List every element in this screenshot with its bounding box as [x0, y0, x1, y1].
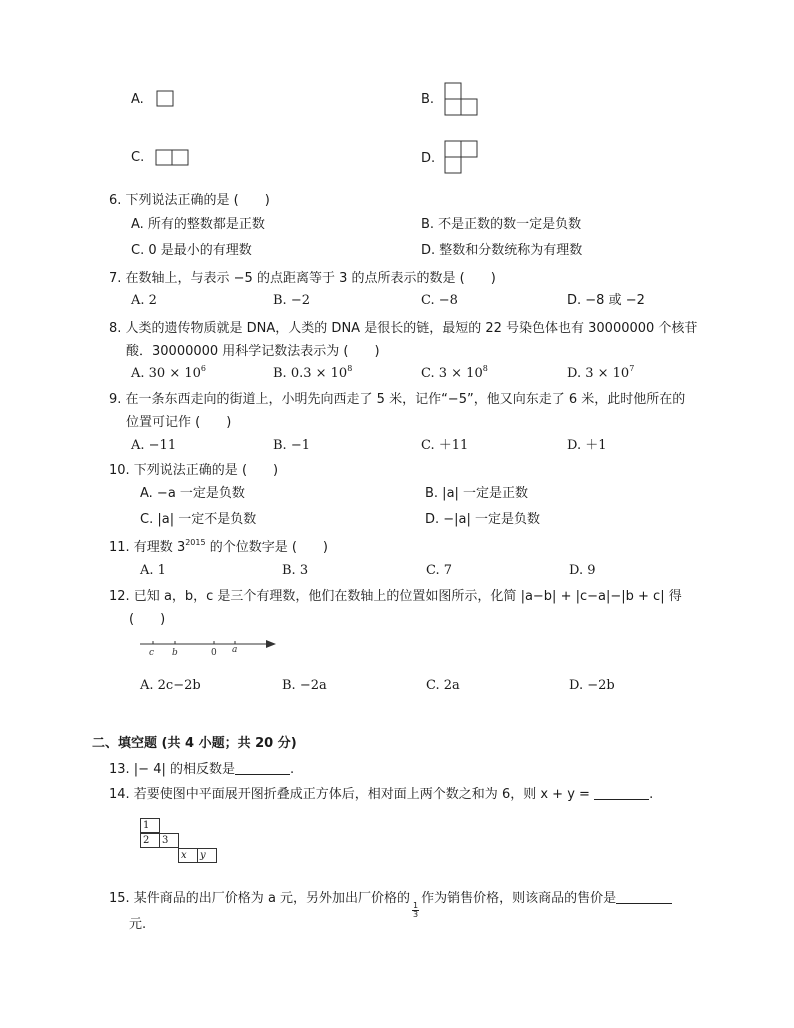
q12-number-line [138, 636, 280, 660]
shape-option-b-figure [444, 82, 480, 118]
q15-stem: 15. 某件商品的出厂价格为 a 元，另外加出厂价格的 $\frac{1}{3}$ 作为销售价格，则该商品的售价是 [109, 890, 672, 919]
q15-answer-blank[interactable] [616, 890, 672, 904]
q7-option-c: C. −8 [421, 293, 458, 308]
q7-option-a: A. 2 [131, 293, 157, 308]
q10-option-d: D. −|a| 一定是负数 [425, 512, 541, 527]
shape-option-a-label: A. [131, 92, 144, 107]
q9-stem-line1: 9. 在一条东西走向的街道上，小明先向西走了 5 米，记作“−5”，他又向东走了 6 米，此时他所在的 [109, 392, 686, 407]
net-cell-1: 1 [140, 818, 160, 833]
q8-option-a: A. $30 \times 10^6$ [131, 364, 206, 381]
q12-stem-line2: ( ) [129, 612, 166, 627]
q13-stem: 13. |− 4| 的相反数是 . [109, 762, 295, 777]
shape-option-c-label: C. [131, 150, 145, 165]
q6-option-d: D. 整数和分数统称为有理数 [421, 243, 583, 258]
q11-option-b: B. 3 [282, 563, 309, 578]
axis-label-c: c [149, 648, 155, 658]
q8-option-c: C. $3 \times 10^8$ [421, 364, 488, 381]
net-cell-3: 3 [159, 833, 179, 848]
axis-label-b: b [172, 648, 178, 658]
q10-option-b: B. |a| 一定是正数 [425, 486, 529, 501]
net-cell-x: x [178, 848, 198, 863]
shape-option-a-figure [156, 90, 176, 108]
q11-option-c: C. 7 [426, 563, 453, 578]
q9-stem-line2: 位置可记作 ( ) [126, 415, 232, 430]
q11-option-d: D. 9 [569, 563, 596, 578]
q7-option-b: B. −2 [273, 293, 310, 308]
q8-stem-line2: 酸．30000000 用科学记数法表示为 ( ) [126, 344, 380, 359]
section-2-title: 二、填空题 (共 4 小题；共 20 分) [92, 736, 297, 751]
net-cell-y: y [197, 848, 217, 863]
shape-option-b-label: B. [421, 92, 435, 107]
q6-stem: 6. 下列说法正确的是 ( ) [109, 193, 270, 208]
q14-stem: 14. 若要使图中平面展开图折叠成正方体后，相对面上两个数之和为 6，则 x + y = . [109, 787, 654, 802]
q9-option-c: C. ＋11 [421, 438, 469, 453]
q14-answer-blank[interactable] [594, 786, 649, 800]
axis-label-a: a [232, 645, 238, 655]
q6-option-a: A. 所有的整数都是正数 [131, 217, 265, 232]
axis-label-0: 0 [211, 648, 217, 658]
q12-option-a: A. 2c−2b [140, 678, 201, 693]
q10-option-a: A. −a 一定是负数 [140, 486, 245, 501]
q12-option-d: D. −2b [569, 678, 615, 693]
q8-option-b: B. $0.3 \times 10^8$ [273, 364, 353, 381]
q13-answer-blank[interactable] [235, 761, 290, 775]
q9-option-d: D. ＋1 [567, 438, 607, 453]
q8-option-d: D. $3 \times 10^7$ [567, 364, 635, 381]
q10-stem: 10. 下列说法正确的是 ( ) [109, 463, 279, 478]
shape-option-d-figure [444, 140, 480, 176]
q9-option-b: B. −1 [273, 438, 310, 453]
q15-fraction: $\frac{1}{3}$ [413, 901, 419, 919]
q12-option-c: C. 2a [426, 678, 460, 693]
q8-stem-line1: 8. 人类的遗传物质就是 DNA，人类的 DNA 是很长的链，最短的 22 号染色体也有 30000000 个核苷 [109, 321, 698, 336]
q6-option-b: B. 不是正数的数一定是负数 [421, 217, 582, 232]
q12-option-b: B. −2a [282, 678, 327, 693]
q15-stem-line2: 元. [129, 917, 147, 932]
q10-option-c: C. |a| 一定不是负数 [140, 512, 257, 527]
q11-stem: 11. 有理数 $3^{2015}$ 的个位数字是 ( ) [109, 538, 328, 555]
q7-stem: 7. 在数轴上，与表示 −5 的点距离等于 3 的点所表示的数是 ( ) [109, 271, 496, 286]
q7-option-d: D. −8 或 −2 [567, 293, 645, 308]
shape-option-c-figure [155, 149, 191, 167]
q6-option-c: C. 0 是最小的有理数 [131, 243, 252, 258]
q14-cube-net [140, 818, 210, 868]
q12-stem-line1: 12. 已知 a，b，c 是三个有理数，他们在数轴上的位置如图所示，化简 |a−b| + |c−a|−|b + c| 得 [109, 589, 682, 604]
net-cell-2: 2 [140, 833, 160, 848]
q9-option-a: A. −11 [131, 438, 177, 453]
q11-option-a: A. 1 [140, 563, 166, 578]
shape-option-d-label: D. [421, 151, 436, 166]
